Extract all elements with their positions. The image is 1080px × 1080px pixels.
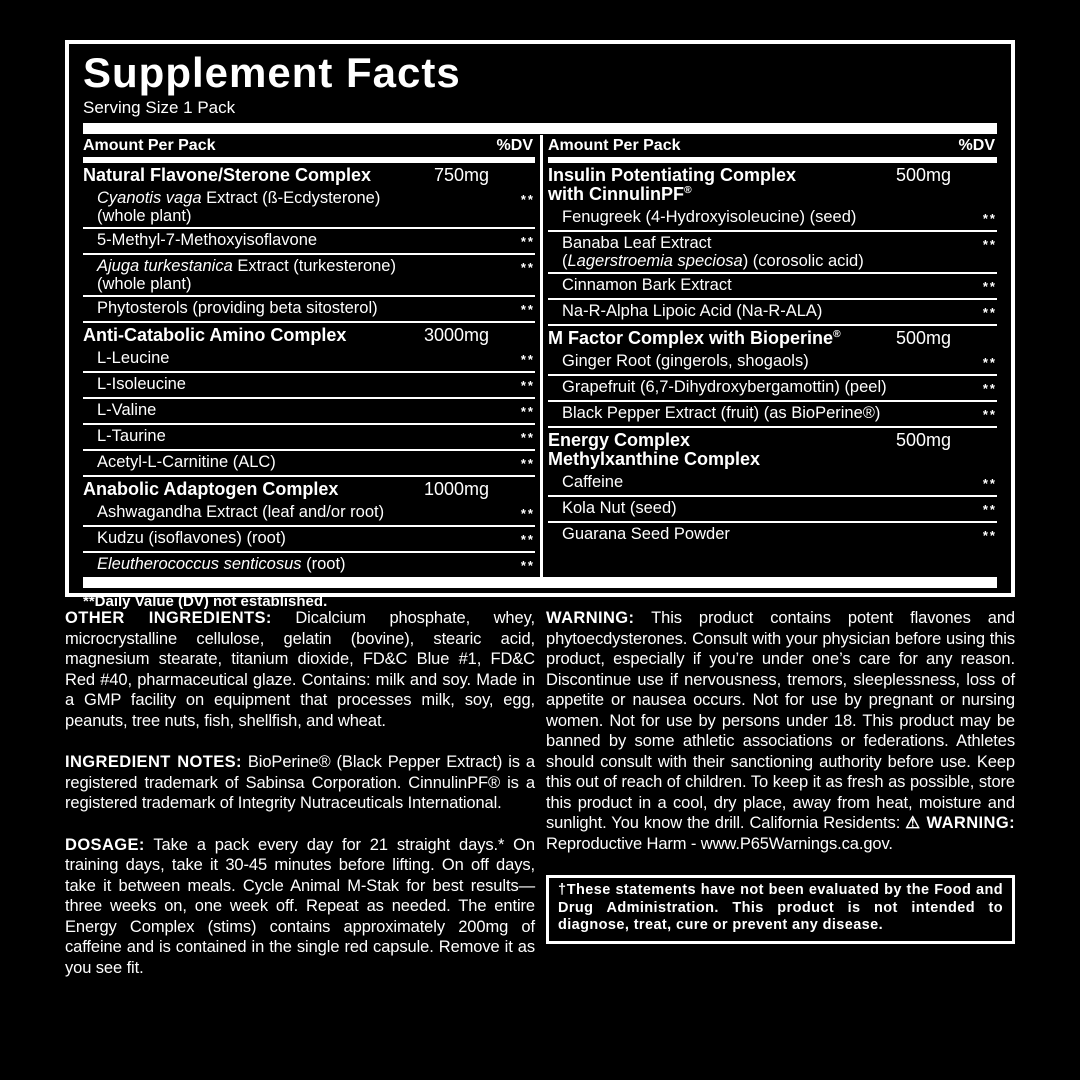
dv-not-established-mark: ** <box>982 476 997 492</box>
text-segment: Cinnamon Bark Extract <box>562 276 732 295</box>
species-name-italic: Ajuga turkestanica <box>97 257 233 276</box>
complex-amount: 1000mg <box>423 479 489 500</box>
ingredient-notes-paragraph <box>65 752 535 814</box>
dv-not-established-mark: ** <box>520 506 535 522</box>
ingredient-name <box>83 453 489 473</box>
dv-not-established-mark: ** <box>520 558 535 574</box>
dv-footnote: **Daily Value (DV) not established. <box>83 593 328 611</box>
text-segment: L-Leucine <box>97 349 170 368</box>
dv-not-established-mark: ** <box>982 305 997 321</box>
text-segment: (whole plant) <box>97 207 192 226</box>
ingredient-row <box>83 347 535 371</box>
ingredient-row <box>83 501 535 525</box>
complex-header-row <box>83 475 535 501</box>
text-segment: Acetyl-L-Carnitine (ALC) <box>97 453 276 472</box>
text-segment: Dicalcium phosphate, whey, microcrystalline cellulose, gelatin (bovine), stearic acid, magnesium stearate, titanium dioxide, FD&C Blue #1, FD&C Red #40, pharmaceutical glaze. Contains: milk and soy. Made in a GMP facility on equipment that processes milk, soy, egg, peanuts, tree nuts, fish, shellfish, and wheat. <box>65 609 535 730</box>
text-segment: L-Taurine <box>97 427 166 446</box>
dv-not-established-mark: ** <box>982 502 997 518</box>
text-segment: with CinnulinPF <box>548 184 684 205</box>
amount-per-pack-label: Amount Per Pack <box>83 136 216 154</box>
ingredient-name <box>548 404 951 424</box>
ingredient-name <box>83 299 489 319</box>
text-segment: Take a pack every day for 21 straight days.* On training days, take it 30-45 minutes before lifting. On off days, take it between meals. Cycle Animal M-Stak for best results—three weeks on, one week off. Repeat as needed. The entire Energy Complex (stims) contains approximately 200mg of caffeine and is contained in the single red capsule. Remove it as you see fit. <box>65 835 535 977</box>
fda-disclaimer-box <box>546 875 1015 944</box>
complex-name <box>548 166 890 204</box>
text-segment: (whole plant) <box>97 275 192 294</box>
lower-text-area <box>65 608 1015 999</box>
text-segment: ® <box>833 329 841 341</box>
ingredient-row <box>83 295 535 321</box>
dv-not-established-mark: ** <box>520 192 535 208</box>
dv-not-established-mark: ** <box>982 279 997 295</box>
complex-name <box>83 480 418 499</box>
text-segment: Ginger Root (gingerols, shogaols) <box>562 352 809 371</box>
ingredient-row <box>548 350 997 374</box>
complex-amount: 3000mg <box>423 325 489 346</box>
text-segment: Caffeine <box>562 473 624 492</box>
ingredient-name <box>83 189 489 225</box>
bold-label: OTHER INGREDIENTS: <box>65 609 272 627</box>
species-name-italic: Cyanotis vaga <box>97 189 202 208</box>
ingredient-row <box>548 206 997 230</box>
dv-not-established-mark: ** <box>982 528 997 544</box>
column-divider <box>540 135 543 578</box>
complex-amount: 500mg <box>895 430 951 451</box>
complex-header-row <box>83 163 535 187</box>
header-divider-bar <box>83 123 997 134</box>
complex-name <box>548 329 890 348</box>
text-segment: Grapefruit (6,7-Dihydroxybergamottin) (peel) <box>562 378 887 397</box>
ingredient-name <box>548 302 951 322</box>
complex-header-row <box>548 426 997 471</box>
ingredient-row <box>83 227 535 253</box>
ingredient-name <box>548 499 951 519</box>
text-segment: Banaba Leaf Extract <box>562 234 712 253</box>
text-segment: Phytosterols (providing beta sitosterol) <box>97 299 378 318</box>
dv-not-established-mark: ** <box>520 404 535 420</box>
complex-amount: 750mg <box>433 165 489 186</box>
text-segment: L-Isoleucine <box>97 375 186 394</box>
dv-not-established-mark: ** <box>520 378 535 394</box>
dv-not-established-mark: ** <box>982 211 997 227</box>
dv-not-established-mark: ** <box>520 302 535 318</box>
ingredient-name <box>548 276 951 296</box>
bold-label: DOSAGE: <box>65 835 145 854</box>
ingredient-name <box>83 401 489 421</box>
text-segment: Fenugreek (4-Hydroxyisoleucine) (seed) <box>562 208 857 227</box>
ingredient-row <box>83 397 535 423</box>
left-column-header <box>83 135 535 158</box>
complex-amount: 500mg <box>895 165 951 186</box>
ingredient-name <box>548 234 951 270</box>
serving-size: Serving Size 1 Pack <box>83 97 236 117</box>
text-segment: Reproductive Harm - www.P65Warnings.ca.gov. <box>546 834 893 853</box>
dv-not-established-mark: ** <box>982 381 997 397</box>
lower-right-column <box>546 608 1015 999</box>
bold-label: †These statements have not been evaluated by the Food and Drug Administration. This product is not intended to diagnose, treat, cure or prevent any disease. <box>558 882 1003 933</box>
text-segment: Anabolic Adaptogen Complex <box>83 479 339 500</box>
ingredient-row <box>83 423 535 449</box>
ingredient-row <box>83 187 535 227</box>
ingredient-name <box>83 349 489 369</box>
species-name-italic: Eleutherococcus senticosus <box>97 555 302 574</box>
ingredient-name <box>548 525 951 545</box>
complex-header-row <box>548 324 997 350</box>
dv-not-established-mark: ** <box>520 430 535 446</box>
species-name-italic: Lagerstroemia speciosa <box>567 252 743 271</box>
ingredient-name <box>548 378 951 398</box>
text-segment: Black Pepper Extract (fruit) (as BioPerine®) <box>562 404 881 423</box>
right-column <box>548 135 997 578</box>
ingredient-name <box>83 503 489 523</box>
text-segment: Methylxanthine Complex <box>548 449 761 470</box>
ingredient-row <box>548 495 997 521</box>
text-segment: Anti-Catabolic Amino Complex <box>83 325 347 346</box>
dv-not-established-mark: ** <box>520 456 535 472</box>
text-segment: Na-R-Alpha Lipoic Acid (Na-R-ALA) <box>562 302 823 321</box>
text-segment: Natural Flavone/Sterone Complex <box>83 165 372 186</box>
text-segment: L-Valine <box>97 401 157 420</box>
ingredient-row <box>548 521 997 547</box>
text-segment: ( <box>562 252 568 271</box>
ingredient-row <box>83 449 535 475</box>
ingredient-row <box>548 272 997 298</box>
text-segment: ) (corosolic acid) <box>742 252 864 271</box>
dosage-paragraph <box>65 835 535 979</box>
dv-not-established-mark: ** <box>982 237 997 253</box>
ingredient-name <box>548 208 951 228</box>
ingredient-row <box>548 471 997 495</box>
complex-amount: 500mg <box>895 328 951 349</box>
dv-header: %DV <box>496 136 533 154</box>
right-column-body <box>548 163 997 547</box>
bold-label: ⚠ WARNING: <box>905 814 1015 832</box>
text-segment: (root) <box>301 555 346 574</box>
dv-not-established-mark: ** <box>520 352 535 368</box>
ingredient-name <box>83 375 489 395</box>
text-segment: Kudzu (isoflavones) (root) <box>97 529 286 548</box>
complex-name <box>548 431 890 469</box>
bold-label: WARNING: <box>546 609 635 627</box>
supplement-facts-panel <box>65 40 1015 611</box>
left-column <box>83 135 535 578</box>
complex-name <box>83 326 418 345</box>
ingredient-row <box>548 298 997 324</box>
text-segment: Extract (ß-Ecdysterone) <box>201 189 381 208</box>
right-column-header <box>548 135 997 158</box>
ingredient-row <box>548 230 997 272</box>
text-segment: Kola Nut (seed) <box>562 499 677 518</box>
text-segment: Insulin Potentiating Complex <box>548 165 797 186</box>
amount-per-pack-label: Amount Per Pack <box>548 136 681 154</box>
dv-not-established-mark: ** <box>982 407 997 423</box>
warning-paragraph <box>546 608 1015 854</box>
text-segment: Ashwagandha Extract (leaf and/or root) <box>97 503 385 522</box>
footnote-divider-bar <box>83 577 997 588</box>
facts-columns <box>83 135 997 578</box>
text-segment: Extract (turkesterone) <box>232 257 396 276</box>
ingredient-row <box>83 525 535 551</box>
lower-left-column <box>65 608 535 999</box>
complex-header-row <box>83 321 535 347</box>
text-segment: Guarana Seed Powder <box>562 525 730 544</box>
ingredient-row <box>548 400 997 426</box>
ingredient-row <box>548 374 997 400</box>
dv-not-established-mark: ** <box>520 234 535 250</box>
bold-label: INGREDIENT NOTES: <box>65 753 242 771</box>
ingredient-row <box>83 371 535 397</box>
ingredient-row <box>83 551 535 577</box>
text-segment: 5-Methyl-7-Methoxyisoflavone <box>97 231 318 250</box>
ingredient-row <box>83 253 535 295</box>
text-segment: ® <box>683 185 692 197</box>
dv-not-established-mark: ** <box>520 260 535 276</box>
dv-not-established-mark: ** <box>982 355 997 371</box>
other-ingredients-paragraph <box>65 608 535 731</box>
complex-header-row <box>548 163 997 206</box>
panel-title: Supplement Facts <box>83 49 461 96</box>
complex-name <box>83 166 428 185</box>
text-segment: M Factor Complex with Bioperine <box>548 328 834 349</box>
ingredient-name <box>548 473 951 493</box>
ingredient-name <box>83 555 489 575</box>
ingredient-name <box>548 352 951 372</box>
ingredient-name <box>83 427 489 447</box>
left-column-body <box>83 163 535 577</box>
text-segment: This product contains potent flavones and phytoecdysterones. Consult with your physician before using this product, especially if you’re under one’s care for any reason. Discontinue use if nervousness, tremors, sleeplessness, loss of appetite or nausea occurs. Not for use by pregnant or nursing women. Not for use by persons under 18. This product may be banned by some athletic associations or federations. Athletes should consult with their sanctioning authority before use. Keep this out of reach of children. To keep it as fresh as possible, store this product in a cool, dry place, away from heat, moisture and sunlight. You know the drill. California Residents: <box>546 609 1015 832</box>
ingredient-name <box>83 231 489 251</box>
ingredient-name <box>83 257 489 293</box>
ingredient-name <box>83 529 489 549</box>
text-segment: Energy Complex <box>548 430 691 451</box>
dv-header: %DV <box>958 136 995 154</box>
text-segment: BioPerine® (Black Pepper Extract) is a registered trademark of Sabinsa Corporation. CinnulinPF® is a registered trademark of Integrity Nutraceuticals International. <box>65 753 535 812</box>
dv-not-established-mark: ** <box>520 532 535 548</box>
